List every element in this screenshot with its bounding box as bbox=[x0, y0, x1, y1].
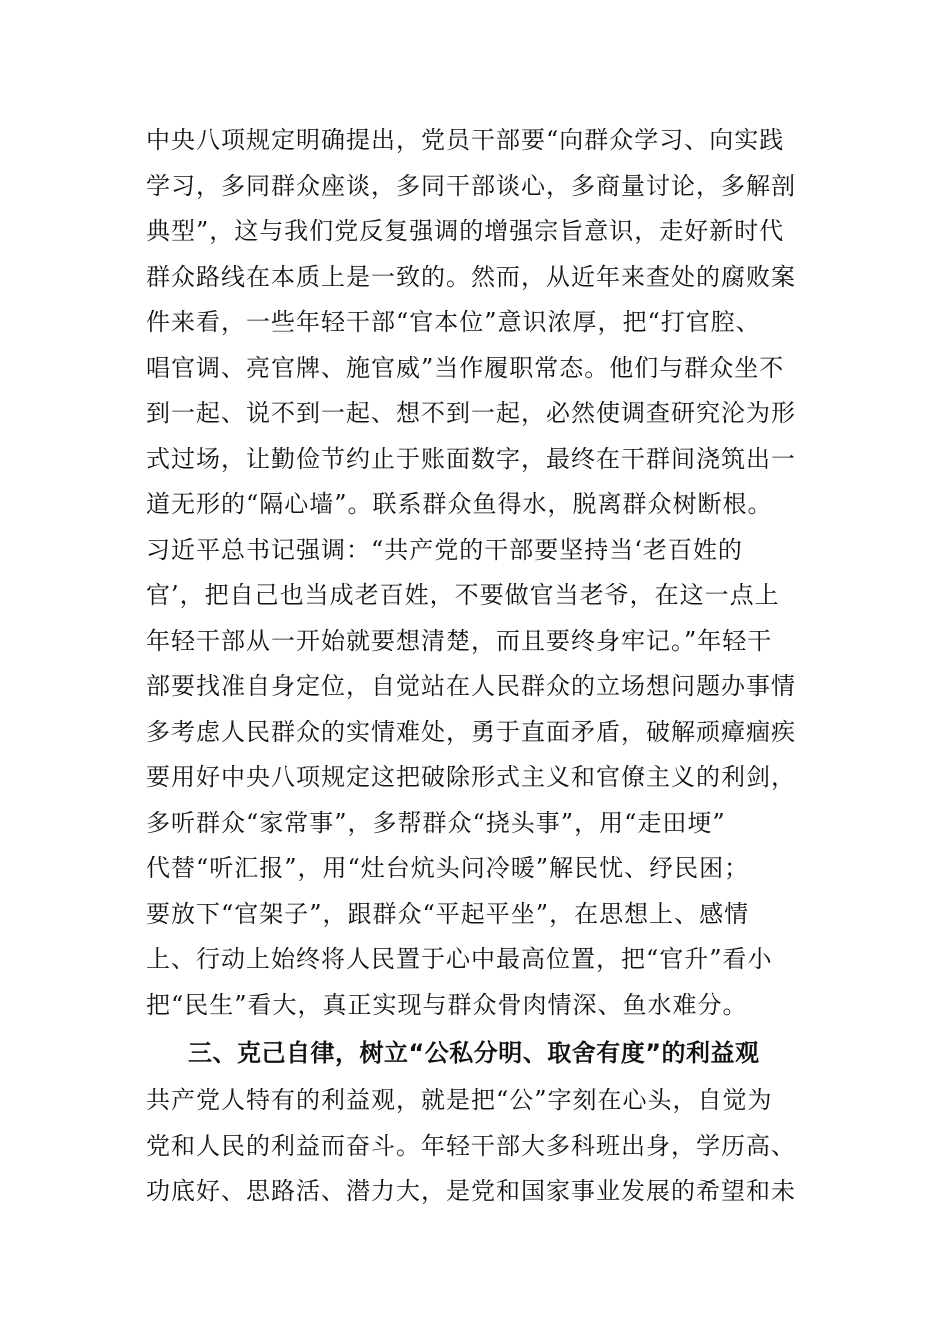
body-line: 年轻干部从一开始就要想清楚，而且要终身牢记。”年轻干 bbox=[146, 626, 773, 655]
body-line: 共产党人特有的利益观，就是把“公”字刻在心头，自觉为 bbox=[146, 1086, 773, 1114]
body-line: 学习，多同群众座谈，多同干部谈心，多商量讨论，多解剖 bbox=[146, 171, 796, 200]
body-line: 习近平总书记强调：“共产党的干部要坚持当‘老百姓的 bbox=[146, 535, 743, 564]
section-heading: 三、克己自律，树立“公私分明、取舍有度”的利益观 bbox=[188, 1039, 760, 1067]
body-line: 件来看，一些年轻干部“官本位”意识浓厚，把“打官腔、 bbox=[146, 308, 761, 336]
body-line: 上、行动上始终将人民置于心中最高位置，把“官升”看小 bbox=[146, 945, 773, 973]
body-line: 把“民生”看大，真正实现与群众骨肉情深、鱼水难分。 bbox=[146, 990, 748, 1019]
document-body bbox=[146, 118, 808, 1215]
body-line: 多听群众“家常事”，多帮群众“挠头事”，用“走田埂” bbox=[146, 808, 726, 837]
body-line: 要用好中央八项规定这把破除形式主义和官僚主义的利剑， bbox=[146, 763, 796, 791]
body-line: 群众路线在本质上是一致的。然而，从近年来查处的腐败案 bbox=[146, 262, 796, 291]
body-line: 到一起、说不到一起、想不到一起，必然使调查研究沦为形 bbox=[146, 399, 796, 427]
body-line: 要放下“官架子”，跟群众“平起平坐”，在思想上、感情 bbox=[146, 899, 750, 928]
body-line: 部要找准自身定位，自觉站在人民群众的立场想问题办事情 bbox=[146, 672, 796, 700]
body-line: 党和人民的利益而奋斗。年轻干部大多科班出身，学历高、 bbox=[146, 1131, 796, 1160]
body-line: 典型”，这与我们党反复强调的增强宗旨意识，走好新时代 bbox=[146, 217, 785, 245]
body-line: 代替“听汇报”，用“灶台炕头问冷暖”解民忧、纾民困； bbox=[146, 854, 750, 882]
body-line: 式过场，让勤俭节约止于账面数字，最终在干群间浇筑出一 bbox=[146, 444, 796, 473]
body-line: 官’，把自己也当成老百姓，不要做官当老爷，在这一点上 bbox=[146, 581, 780, 609]
body-line: 唱官调、亮官牌、施官威”当作履职常态。他们与群众坐不 bbox=[146, 353, 785, 382]
body-line: 中央八项规定明确提出，党员干部要“向群众学习、向实践 bbox=[146, 126, 785, 154]
body-line: 道无形的“隔心墙”。联系群众鱼得水，脱离群众树断根。 bbox=[146, 490, 773, 518]
body-line: 功底好、思路活、潜力大，是党和国家事业发展的希望和未 bbox=[146, 1177, 796, 1205]
body-line: 多考虑人民群众的实情难处，勇于直面矛盾，破解顽瘴痼疾 bbox=[146, 717, 796, 746]
